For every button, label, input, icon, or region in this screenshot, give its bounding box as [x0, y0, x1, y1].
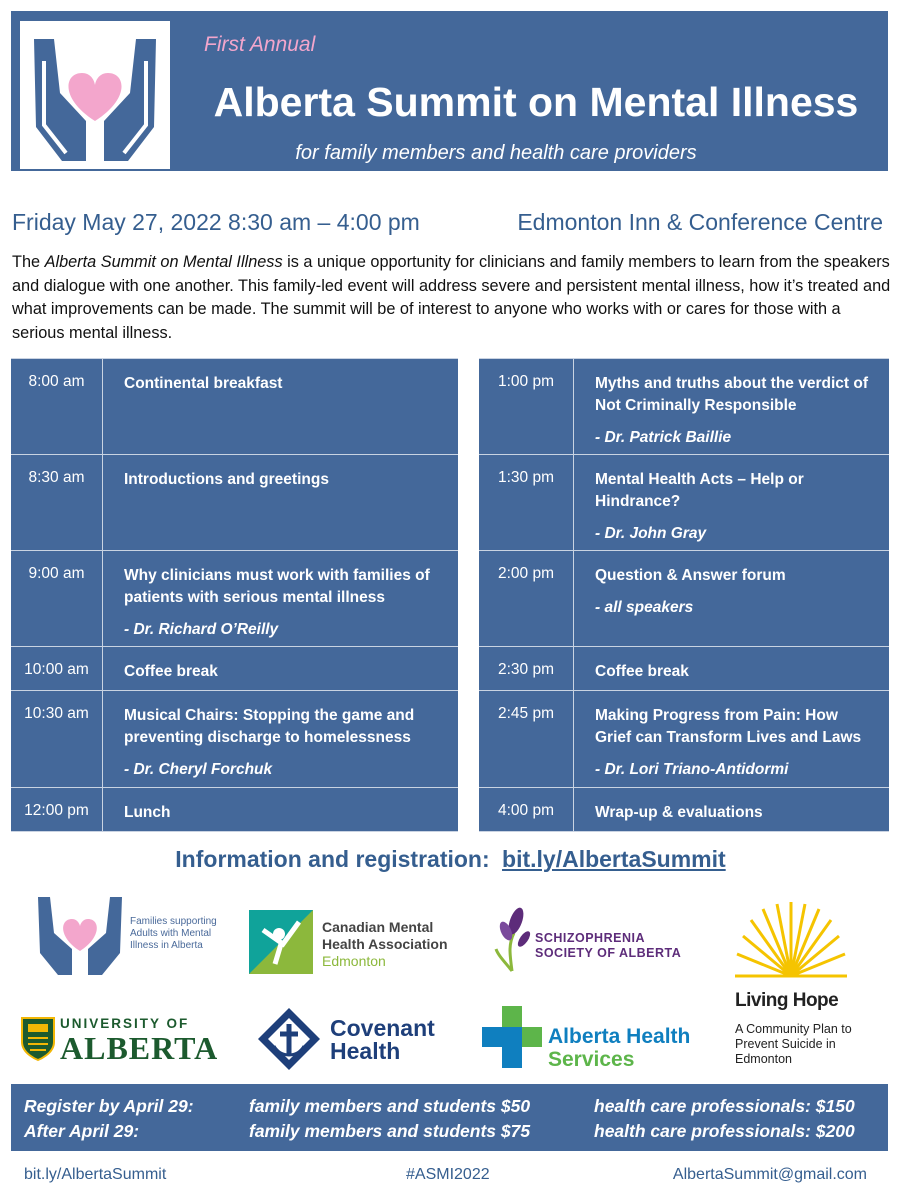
registration-info	[0, 846, 901, 873]
schedule-morning	[11, 358, 458, 832]
ssa-logo-text	[535, 931, 681, 961]
ahs-logo-text	[548, 1025, 690, 1071]
iris-flower-icon	[494, 905, 534, 973]
session-speaker: - Dr. Cheryl Forchuk	[124, 761, 273, 778]
session-title: Musical Chairs: Stopping the game and preventing discharge to homelessness	[124, 707, 415, 746]
session-title: Wrap-up & evaluations	[595, 804, 763, 821]
ahs-plus-icon	[482, 1004, 542, 1070]
session-speaker: - Dr. Richard O’Reilly	[124, 621, 279, 638]
registration-info-label: Information and registration:	[175, 846, 490, 872]
schedule-row	[11, 788, 458, 832]
schedule-row	[11, 647, 458, 691]
session-title: Myths and truths about the verdict of Not Criminally Responsible	[595, 375, 868, 414]
schedule-row	[11, 551, 458, 647]
registration-link[interactable]: bit.ly/AlbertaSummit	[502, 846, 726, 872]
event-date-time: Friday May 27, 2022 8:30 am – 4:00 pm	[12, 209, 420, 235]
early-professional-price: health care professionals: $150	[594, 1096, 855, 1116]
page-subtitle: for family members and health care providers	[295, 142, 697, 164]
covenant-line1: Covenant	[330, 1015, 435, 1041]
schedule-time: 4:00 pm	[479, 788, 574, 831]
footer-hashtag: #ASMI2022	[406, 1166, 490, 1183]
schedule-time: 12:00 pm	[11, 788, 103, 831]
ssa-line1: SCHIZOPHRENIA	[535, 931, 645, 945]
session-title: Coffee break	[595, 663, 689, 680]
hands-heart-icon	[20, 21, 170, 169]
covenant-cross-icon	[256, 1006, 322, 1072]
schedule-time: 8:00 am	[11, 359, 103, 454]
page-title: Alberta Summit on Mental Illness	[213, 79, 859, 125]
schedule-time: 1:30 pm	[479, 455, 574, 550]
late-family-price: family members and students $75	[249, 1121, 531, 1141]
schedule-row	[479, 455, 889, 551]
event-venue: Edmonton Inn & Conference Centre	[517, 209, 883, 235]
schedule-row	[479, 551, 889, 647]
cmha-figure-icon	[249, 910, 313, 974]
schedule-row	[11, 691, 458, 788]
session-title: Mental Health Acts – Help or Hindrance?	[595, 471, 804, 510]
cmha-sub: Edmonton	[322, 953, 386, 969]
session-speaker: - Dr. Lori Triano-Antidormi	[595, 761, 789, 778]
schedule-afternoon	[479, 358, 889, 832]
session-title: Making Progress from Pain: How Grief can Transform Lives and Laws	[595, 707, 862, 746]
cmha-logo-text	[322, 919, 462, 970]
registration-pricing	[11, 1084, 888, 1151]
ssa-line2: SOCIETY OF ALBERTA	[535, 946, 682, 960]
session-speaker: - Dr. John Gray	[595, 525, 707, 542]
schedule-time: 2:45 pm	[479, 691, 574, 787]
schedule-time: 1:00 pm	[479, 359, 574, 454]
schedule-time: 10:00 am	[11, 647, 103, 690]
schedule-row	[11, 455, 458, 551]
banner-kicker: First Annual	[204, 33, 316, 56]
cmha-line2: Health Association	[322, 936, 448, 952]
university-crest-icon	[20, 1016, 56, 1062]
session-title: Question & Answer forum	[595, 567, 786, 584]
intro-lead: The	[12, 253, 45, 271]
early-deadline-label: Register by April 29:	[24, 1096, 194, 1116]
families-logo-text: Families supporting Adults with Mental Illness in Alberta	[130, 916, 217, 951]
session-title: Introductions and greetings	[124, 471, 329, 488]
intro-paragraph	[12, 251, 892, 345]
covenant-logo-text	[330, 1017, 435, 1063]
early-family-price: family members and students $50	[249, 1096, 531, 1116]
living-hope-subtitle: A Community Plan to Prevent Suicide in Edmonton	[735, 1022, 852, 1066]
schedule-row	[479, 788, 889, 832]
ahs-line2: Services	[548, 1048, 635, 1071]
header-banner	[11, 11, 888, 171]
ua-logo-line1: UNIVERSITY OF	[60, 1016, 190, 1031]
session-title: Why clinicians must work with families of patients with serious mental illness	[124, 567, 430, 606]
schedule-row	[479, 359, 889, 455]
schedule-time: 2:00 pm	[479, 551, 574, 646]
session-title: Coffee break	[124, 663, 218, 680]
sunrise-icon	[735, 900, 847, 980]
late-deadline-label: After April 29:	[24, 1121, 140, 1141]
schedule-time: 8:30 am	[11, 455, 103, 550]
session-speaker: - Dr. Patrick Baillie	[595, 429, 732, 446]
session-speaker: - all speakers	[595, 599, 694, 616]
intro-rest: is a unique opportunity for clinicians and family members to learn from the speakers and dialogue with one another. This family-led event will address severe and persistent mental illness, how it’s treated and what improvements can be made. The summit will be of interest to anyone who works with or cares for those with a serious mental illness.	[12, 253, 891, 342]
schedule-row	[11, 359, 458, 455]
living-hope-title: Living Hope	[735, 990, 839, 1011]
session-title: Continental breakfast	[124, 375, 283, 392]
covenant-line2: Health	[330, 1038, 401, 1064]
schedule-row	[479, 647, 889, 691]
late-professional-price: health care professionals: $200	[594, 1121, 855, 1141]
families-hands-heart-icon	[34, 893, 126, 979]
schedule-time: 9:00 am	[11, 551, 103, 646]
footer-email[interactable]: AlbertaSummit@gmail.com	[672, 1166, 867, 1183]
intro-title-italic: Alberta Summit on Mental Illness	[44, 253, 283, 271]
hands-heart-logo	[20, 21, 170, 169]
ua-logo-line2: ALBERTA	[60, 1030, 219, 1066]
ahs-line1: Alberta Health	[548, 1025, 691, 1048]
cmha-line1: Canadian Mental	[322, 919, 434, 935]
schedule-time: 10:30 am	[11, 691, 103, 787]
footer-link[interactable]: bit.ly/AlbertaSummit	[24, 1166, 167, 1183]
schedule-row	[479, 691, 889, 788]
session-title: Lunch	[124, 804, 171, 821]
schedule-time: 2:30 pm	[479, 647, 574, 690]
